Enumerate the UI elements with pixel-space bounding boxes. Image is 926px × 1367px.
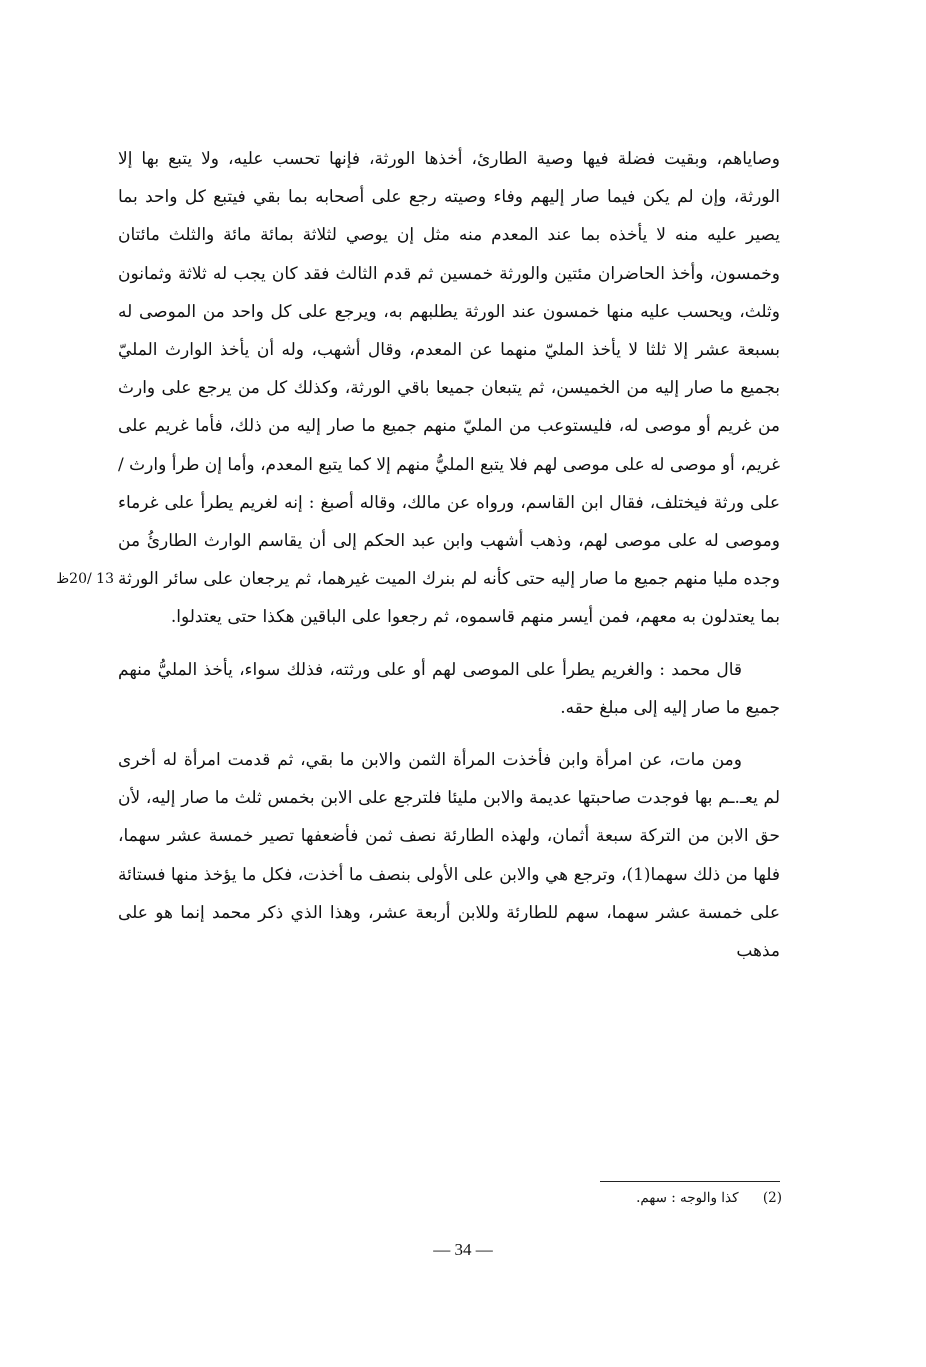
footnote-divider bbox=[600, 1181, 780, 1182]
footnote bbox=[560, 1186, 782, 1210]
footnote-marker: (2) bbox=[762, 1190, 782, 1206]
paragraph-2: قال محمد : والغريم يطرأ على الموصى لهم أو على ورثته، فذلك سواء، يأخذ المليُّ منهم جميع ما صار إليه إلى مبلغ حقه. bbox=[118, 659, 780, 718]
paragraph-3: ومن مات، عن امرأة وابن فأخذت المرأة الثمن والابن ما بقي، ثم قدمت امرأة له أخرى لم يعـ.ـم بها فوجدت صاحبتها عديمة والابن مليئا فلترجع على الابن بخمس ثلث ما صار إليه، لأن حق الابن من التركة سبعة أثمان، ولهذه الطارئة نصف ثمن فأضعفها تصير خمسة عشر سهما، فلها من ذلك سهما(1)، وترجع هي والابن على الأولى بنصف ما أخذت، فكل ما يؤخذ منها فستائة على خمسة عشر سهما، سهم للطارئة وللابن أربعة عشر، وهذا الذي ذكر محمد إنما هو على مذهب bbox=[118, 750, 780, 962]
page-number: — 34 — bbox=[433, 1240, 493, 1259]
paragraph-1: وصاياهم، وبقيت فضلة فيها وصية الطارئ، أخذها الورثة، فإنها تحسب عليه، ولا يتبع بها إلا الورثة، وإن لم يكن فيما صار إليهم وفاء وصيته رجع على أصحابه بما بقي فيتبع كل واحد بما يصير عليه منه لا يأخذه بما عند المعدم منه مثل إن يوصي لثلاثة بمائة مائة والثلث مائتان وخمسون، وأخذ الحاضران مئتين والورثة خمسين ثم قدم الثالث فقد كان يجب له ثلاثة وثمانون وثلث، ويحسب عليه منها خمسون عند الورثة يطلبهم به، ويرجع على كل واحد من الموصى له بسبعة عشر إلا ثلثا لا يأخذ المليّ منهما عن المعدم، وقال أشهب، وله أن يأخذ الوارث المليّ بجميع ما صار إليه من الخميسن، ثم يتبعان جميعا باقي الورثة، وكذلك كل من يرجع على وارث من غريم أو موصى له، فليستوعب من المليّ منهم جميع ما صار إليه من ذلك، فأما غريم على غريم، أو موصى له على موصى لهم فلا يتبع المليُّ منهم إلا كما يتبع المعدم، وأما إن طرأ وارث / على ورثة فيختلف، فقال ابن القاسم، ورواه عن مالك، وقاله أصبغ : إنه لغريم يطرأ على غرماء وموصى له على موصى لهم، وذهب أشهب وابن عبد الحكم إلى أن يقاسم الوارث الطارئُ من وجده مليا منهم جميع ما صار إليه حتى كأنه لم بنرك الميت غيرهما، ثم يرجعان على سائر الورثة بما يعتدلون به معهم، فمن أيسر منهم قاسموه، ثم رجعوا على الباقين هكذا حتى يعتدلوا. bbox=[118, 149, 781, 628]
footnote-text: كذا والوجه : سهم. bbox=[636, 1190, 739, 1206]
manuscript-folio-reference: 13 /20ظ bbox=[56, 571, 114, 587]
main-text bbox=[118, 140, 780, 970]
